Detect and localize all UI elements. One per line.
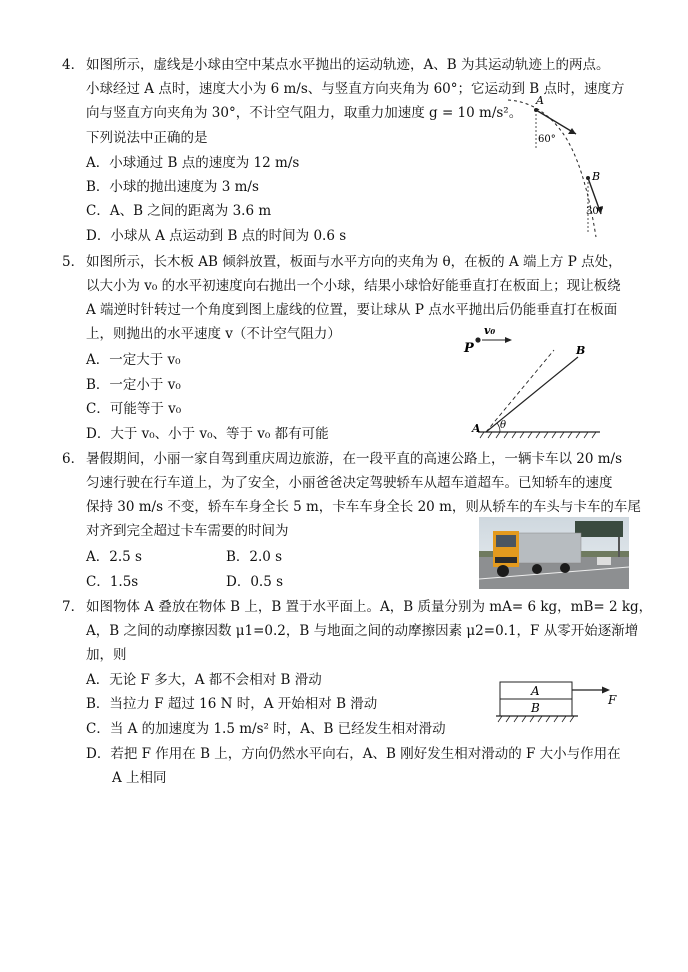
q5-number: 5． <box>62 254 85 270</box>
q5-option-d: D．大于 v₀、小于 v₀、等于 v₀ 都有可能 <box>86 426 329 442</box>
angle-b: 30° <box>586 206 604 217</box>
truck-photo <box>479 517 629 589</box>
q4-option-a: A．小球通过 B 点的速度为 12 m/s <box>86 155 300 171</box>
q4-text-line1: 如图所示，虚线是小球由空中某点水平抛出的运动轨迹，A、B 为其运动轨迹上的两点。 <box>86 57 610 73</box>
q6-option-d: D．0.5 s <box>226 574 284 590</box>
q4-text-line4: 下列说法中正确的是 <box>86 130 208 146</box>
q4-trajectory-figure <box>500 92 630 242</box>
ground-hatch <box>480 432 596 438</box>
q5-option-a: A．一定大于 v₀ <box>86 352 181 368</box>
q6-text-line1: 暑假期间，小丽一家自驾到重庆周边旅游，在一段平直的高速公路上，一辆卡车以 20 m/s <box>86 451 623 467</box>
q7-option-c: C．当 A 的加速度为 1.5 m/s² 时，A、B 已经发生相对滑动 <box>86 721 446 737</box>
q7-blocks-figure <box>494 678 626 730</box>
q7-option-b: B．当拉力 F 超过 16 N 时，A 开始相对 B 滑动 <box>86 696 378 712</box>
arrow-head-a <box>568 128 576 134</box>
q5-text-line2: 以大小为 v₀ 的水平初速度向右抛出一个小球，结果小球恰好能垂直打在板面上；现让板绕 <box>86 278 621 294</box>
angle-a: 60° <box>538 134 556 145</box>
q7-text-line3: 加，则 <box>86 647 127 663</box>
board-rotated-dashed <box>486 350 554 432</box>
q6-text-line2: 匀速行驶在行车道上，为了安全，小丽爸爸决定驾驶轿车从超车道超车。已知轿车的速度 <box>86 475 613 491</box>
q5-option-b: B．一定小于 v₀ <box>86 377 181 393</box>
q7-option-a: A．无论 F 多大，A 都不会相对 B 滑动 <box>86 672 322 688</box>
velocity-arrow-a <box>536 110 576 134</box>
label-b: B <box>531 701 540 715</box>
q7-option-d: D．若把 F 作用在 B 上，方向仍然水平向右，A、B 刚好发生相对滑动的 F 大小与作用在 <box>86 746 621 762</box>
label-a: A <box>536 94 544 107</box>
v0-arrow-head <box>505 337 512 343</box>
q6-text-line4: 对齐到完全超过卡车需要的时间为 <box>86 523 289 539</box>
q5-text-line3: A 端逆时针转过一个角度到图上虚线的位置，要让球从 P 点水平抛出后仍能垂直打在板面 <box>86 302 618 318</box>
q4-number: 4． <box>62 57 85 73</box>
q4-text-line3: 向与竖直方向夹角为 30°，不计空气阻力，取重力加速度 g = 10 m/s²。 <box>86 105 523 121</box>
q4-option-b: B．小球的抛出速度为 3 m/s <box>86 179 259 195</box>
label-p: P <box>464 341 474 356</box>
q6-option-b: B．2.0 s <box>226 549 283 565</box>
q6-number: 6． <box>62 451 85 467</box>
q5-option-c: C．可能等于 v₀ <box>86 401 182 417</box>
label-b: B <box>576 344 586 357</box>
q6-option-a: A．2.5 s <box>86 549 142 565</box>
q4-option-c: C．A、B 之间的距离为 3.6 m <box>86 203 272 219</box>
q5-text-line4: 上，则抛出的水平速度 v（不计空气阻力） <box>86 326 341 342</box>
trajectory-curve <box>508 100 596 237</box>
point-b <box>586 176 590 180</box>
q7-option-d-cont: A 上相同 <box>112 770 167 786</box>
ground-hatch <box>498 716 574 722</box>
q5-text-line1: 如图所示，长木板 AB 倾斜放置，板面与水平方向的夹角为 θ，在板的 A 端上方 P 点处， <box>86 254 622 270</box>
q4-text-line2: 小球经过 A 点时，速度大小为 6 m/s、与竖直方向夹角为 60°；它运动到 B 点时，速度方 <box>86 81 625 97</box>
label-b: B <box>592 170 601 183</box>
label-f: F <box>608 693 617 707</box>
label-v0: v₀ <box>484 324 496 337</box>
label-theta: θ <box>500 420 507 431</box>
q6-text-line3: 保持 30 m/s 不变，轿车车身全长 5 m，卡车车身全长 20 m，则从轿车的车头与卡车的车尾 <box>86 499 641 515</box>
q5-board-figure <box>458 322 608 440</box>
q7-text-line1: 如图物体 A 叠放在物体 B 上，B 置于水平面上。A，B 质量分别为 mA= 6 kg，mB= 2 kg， <box>86 599 653 615</box>
point-a <box>534 108 538 112</box>
point-p <box>475 337 480 342</box>
q7-text-line2: A，B 之间的动摩擦因数 μ1=0.2，B 与地面之间的动摩擦因素 μ2=0.1，F 从零开始逐渐增 <box>86 623 639 639</box>
q7-number: 7． <box>62 599 85 615</box>
q6-option-c: C．1.5s <box>86 574 139 590</box>
q4-option-d: D．小球从 A 点运动到 B 点的时间为 0.6 s <box>86 228 347 244</box>
label-a: A <box>472 422 481 435</box>
label-a: A <box>531 684 540 698</box>
